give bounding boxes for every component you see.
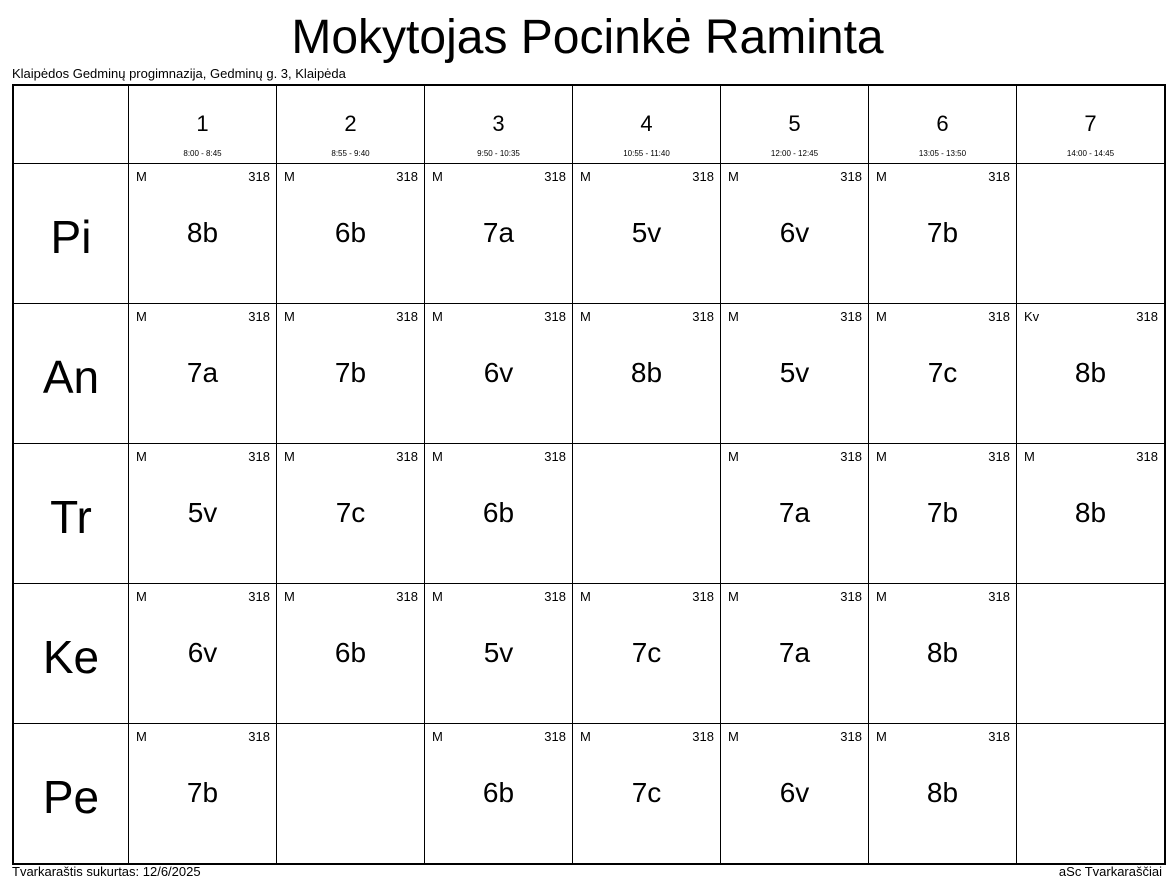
period-number: 1 xyxy=(196,111,209,136)
lesson-class: 8b xyxy=(630,357,663,388)
period-time: 10:55 - 11:40 xyxy=(623,149,670,158)
period-header xyxy=(573,85,721,164)
lesson-subject: M xyxy=(432,169,443,184)
lesson-class: 7b xyxy=(334,357,367,388)
timetable-grid xyxy=(12,84,1166,865)
lesson-class: 7c xyxy=(927,357,958,388)
lesson-room: 318 xyxy=(840,449,862,464)
lesson-subject: M xyxy=(728,729,739,744)
period-number: 3 xyxy=(492,111,505,136)
lesson-class: 6v xyxy=(779,217,810,248)
lesson-cell xyxy=(1017,444,1166,584)
lesson-room: 318 xyxy=(988,729,1010,744)
lesson-cell xyxy=(129,304,277,444)
lesson-room: 318 xyxy=(544,589,566,604)
period-header xyxy=(277,85,425,164)
lesson-room: 318 xyxy=(248,449,270,464)
lesson-class: 5v xyxy=(187,497,218,528)
lesson-room: 318 xyxy=(544,169,566,184)
lesson-room: 318 xyxy=(248,169,270,184)
day-row xyxy=(13,724,1165,865)
lesson-subject: M xyxy=(876,589,887,604)
day-row xyxy=(13,584,1165,724)
period-header-row xyxy=(13,85,1165,164)
lesson-cell xyxy=(721,304,869,444)
page-title: Mokytojas Pocinkė Raminta xyxy=(291,11,884,64)
lesson-subject: M xyxy=(876,169,887,184)
lesson-class: 8b xyxy=(926,777,959,808)
period-number: 6 xyxy=(936,111,949,136)
school-address: Klaipėdos Gedminų progimnazija, Gedminų g. 3, Klaipėda xyxy=(12,66,346,81)
lesson-cell xyxy=(1017,304,1166,444)
lesson-class: 7b xyxy=(926,217,959,248)
lesson-room: 318 xyxy=(248,309,270,324)
lesson-cell xyxy=(573,444,721,584)
lesson-class: 5v xyxy=(483,637,514,668)
lesson-class: 8b xyxy=(926,637,959,668)
lesson-subject: M xyxy=(284,169,295,184)
lesson-room: 318 xyxy=(988,169,1010,184)
lesson-cell xyxy=(721,444,869,584)
lesson-room: 318 xyxy=(840,309,862,324)
lesson-class: 6b xyxy=(482,497,515,528)
lesson-subject: M xyxy=(136,589,147,604)
lesson-subject: M xyxy=(1024,449,1035,464)
lesson-subject: M xyxy=(432,309,443,324)
day-label: An xyxy=(42,351,100,403)
period-header xyxy=(1017,85,1166,164)
lesson-cell xyxy=(1017,164,1166,304)
lesson-room: 318 xyxy=(988,449,1010,464)
lesson-room: 318 xyxy=(840,729,862,744)
day-row xyxy=(13,304,1165,444)
lesson-cell xyxy=(277,164,425,304)
lesson-room: 318 xyxy=(692,309,714,324)
lesson-class: 8b xyxy=(186,217,219,248)
lesson-class: 7c xyxy=(335,497,366,528)
lesson-subject: M xyxy=(728,449,739,464)
lesson-subject: M xyxy=(432,449,443,464)
lesson-subject: M xyxy=(284,309,295,324)
lesson-class: 6v xyxy=(779,777,810,808)
day-label: Ke xyxy=(42,631,100,683)
period-header xyxy=(129,85,277,164)
lesson-room: 318 xyxy=(544,309,566,324)
lesson-room: 318 xyxy=(544,729,566,744)
day-cell xyxy=(13,584,129,724)
lesson-cell xyxy=(277,724,425,865)
lesson-cell xyxy=(1017,584,1166,724)
period-time: 8:55 - 9:40 xyxy=(331,149,370,158)
lesson-cell xyxy=(869,304,1017,444)
lesson-subject: M xyxy=(136,449,147,464)
created-date: Tvarkaraštis sukurtas: 12/6/2025 xyxy=(12,864,201,879)
lesson-class: 8b xyxy=(1074,497,1107,528)
day-label: Tr xyxy=(50,491,92,543)
lesson-room: 318 xyxy=(1136,449,1158,464)
lesson-room: 318 xyxy=(692,589,714,604)
lesson-room: 318 xyxy=(1136,309,1158,324)
lesson-cell xyxy=(573,164,721,304)
lesson-class: 6b xyxy=(334,217,367,248)
lesson-cell xyxy=(869,444,1017,584)
lesson-subject: M xyxy=(432,589,443,604)
lesson-class: 8b xyxy=(1074,357,1107,388)
lesson-class: 7c xyxy=(631,637,662,668)
lesson-room: 318 xyxy=(988,309,1010,324)
lesson-subject: M xyxy=(284,449,295,464)
lesson-room: 318 xyxy=(840,589,862,604)
lesson-subject: M xyxy=(580,589,591,604)
lesson-class: 7c xyxy=(631,777,662,808)
lesson-room: 318 xyxy=(396,449,418,464)
lesson-class: 6b xyxy=(482,777,515,808)
lesson-subject: M xyxy=(876,309,887,324)
lesson-cell xyxy=(129,164,277,304)
lesson-room: 318 xyxy=(396,589,418,604)
lesson-cell xyxy=(721,584,869,724)
lesson-class: 7a xyxy=(778,637,811,668)
lesson-subject: M xyxy=(728,169,739,184)
lesson-subject: M xyxy=(580,729,591,744)
lesson-cell xyxy=(1017,724,1166,865)
lesson-cell xyxy=(129,584,277,724)
lesson-room: 318 xyxy=(988,589,1010,604)
lesson-cell xyxy=(869,584,1017,724)
lesson-subject: M xyxy=(136,309,147,324)
lesson-subject: M xyxy=(876,729,887,744)
period-number: 7 xyxy=(1084,111,1097,136)
corner-cell xyxy=(13,85,129,164)
period-number: 2 xyxy=(344,111,357,136)
lesson-cell xyxy=(425,164,573,304)
lesson-cell xyxy=(129,444,277,584)
day-cell xyxy=(13,724,129,865)
lesson-cell xyxy=(869,724,1017,865)
lesson-room: 318 xyxy=(248,729,270,744)
lesson-room: 318 xyxy=(248,589,270,604)
lesson-room: 318 xyxy=(840,169,862,184)
lesson-subject: M xyxy=(876,449,887,464)
lesson-cell xyxy=(425,724,573,865)
lesson-cell xyxy=(721,724,869,865)
period-time: 12:00 - 12:45 xyxy=(770,149,819,158)
lesson-cell xyxy=(129,724,277,865)
lesson-cell xyxy=(425,444,573,584)
lesson-subject: M xyxy=(284,589,295,604)
lesson-class: 6v xyxy=(483,357,514,388)
lesson-class: 5v xyxy=(779,357,810,388)
day-cell xyxy=(13,444,129,584)
lesson-class: 7b xyxy=(926,497,959,528)
lesson-cell xyxy=(277,444,425,584)
period-header xyxy=(425,85,573,164)
lesson-subject: M xyxy=(136,729,147,744)
lesson-cell xyxy=(425,304,573,444)
lesson-room: 318 xyxy=(692,169,714,184)
lesson-class: 6b xyxy=(334,637,367,668)
lesson-cell xyxy=(277,304,425,444)
lesson-subject: M xyxy=(728,589,739,604)
lesson-subject: M xyxy=(728,309,739,324)
lesson-class: 7a xyxy=(778,497,811,528)
brand-label: aSc Tvarkaraščiai xyxy=(1058,864,1162,879)
lesson-cell xyxy=(869,164,1017,304)
lesson-class: 6v xyxy=(187,637,218,668)
day-row xyxy=(13,444,1165,584)
period-header xyxy=(869,85,1017,164)
lesson-cell xyxy=(573,724,721,865)
lesson-cell xyxy=(721,164,869,304)
lesson-subject: M xyxy=(136,169,147,184)
period-number: 4 xyxy=(640,111,653,136)
day-label: Pi xyxy=(50,211,92,263)
lesson-room: 318 xyxy=(396,169,418,184)
period-time: 9:50 - 10:35 xyxy=(477,149,520,158)
lesson-subject: M xyxy=(580,309,591,324)
lesson-room: 318 xyxy=(544,449,566,464)
lesson-cell xyxy=(277,584,425,724)
lesson-class: 7a xyxy=(482,217,515,248)
lesson-subject: Kv xyxy=(1024,309,1040,324)
period-time: 8:00 - 8:45 xyxy=(183,149,222,158)
lesson-subject: M xyxy=(432,729,443,744)
period-header xyxy=(721,85,869,164)
lesson-class: 5v xyxy=(631,217,662,248)
day-row xyxy=(13,164,1165,304)
lesson-cell xyxy=(425,584,573,724)
day-cell xyxy=(13,164,129,304)
lesson-room: 318 xyxy=(396,309,418,324)
lesson-room: 318 xyxy=(692,729,714,744)
lesson-cell xyxy=(573,584,721,724)
lesson-class: 7a xyxy=(186,357,219,388)
day-cell xyxy=(13,304,129,444)
period-time: 14:00 - 14:45 xyxy=(1066,149,1115,158)
period-time: 13:05 - 13:50 xyxy=(918,149,967,158)
period-number: 5 xyxy=(788,111,801,136)
lesson-class: 7b xyxy=(186,777,219,808)
day-label: Pe xyxy=(42,771,100,823)
lesson-cell xyxy=(573,304,721,444)
lesson-subject: M xyxy=(580,169,591,184)
